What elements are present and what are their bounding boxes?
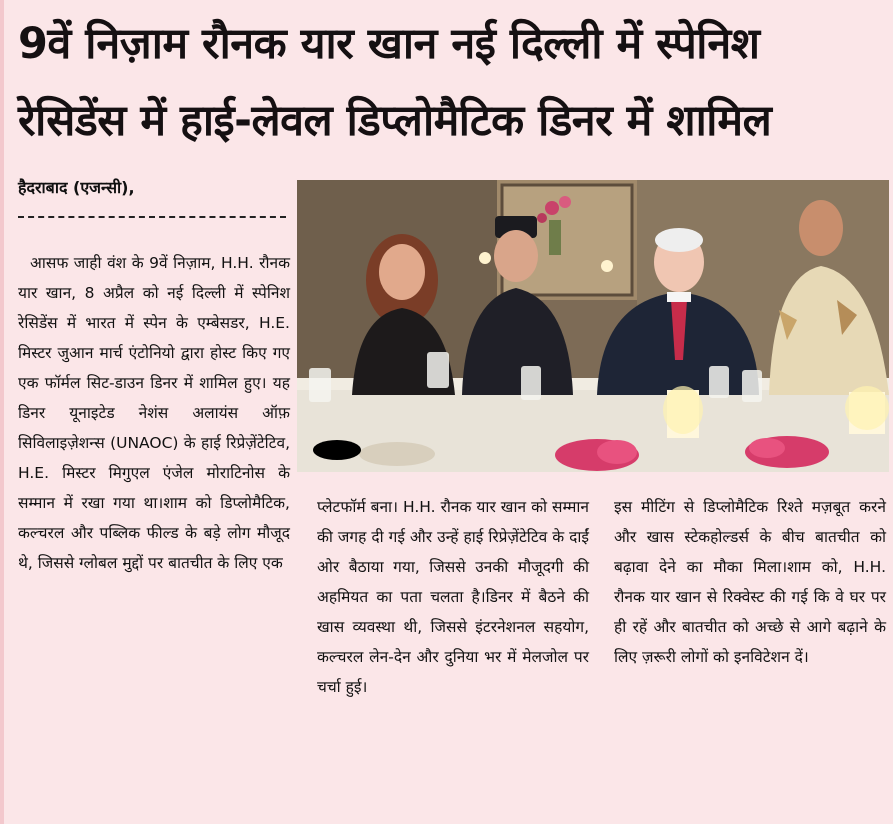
dashed-divider [18, 216, 286, 218]
dateline: हैदराबाद (एजन्सी), [18, 178, 135, 197]
column-3-text: इस मीटिंग से डिप्लोमैटिक रिश्ते मज़बूत करने और खास स्टेकहोल्डर्स के बीच बातचीत को बढ़ावा देने का मौका मिला।शाम को, H.H. रौनक यार खान से रिक्वेस्ट की गई कि वे घर पर ही रहें और बातचीत को अच्छे से आगे बढ़ाने के लिए ज़रूरी लोगों को इनविटेशन दें। [614, 498, 886, 666]
article-column-3 [614, 492, 886, 672]
headline-line-2: रेसिडेंस में हाई-लेवल डिप्लोमैटिक डिनर में शामिल [18, 96, 772, 146]
article-column-2 [317, 492, 589, 702]
article-column-1 [18, 248, 290, 578]
dinner-photo-illustration [297, 180, 889, 472]
column-2-text: प्लेटफॉर्म बना। H.H. रौनक यार खान को सम्मान की जगह दी गई और उन्हें हाई रिप्रेज़ेंटेटिव के दाईं ओर बैठाया गया, जिससे उनकी मौजूदगी की अहमियत का पता चलता है।डिनर में बैठने की खास व्यवस्था थी, जिससे इंटरनेशनल सहयोग, कल्चरल लेन-देन और दुनिया भर में मेलजोल पर चर्चा हुई। [317, 498, 589, 696]
headline-line-1: 9वें निज़ाम रौनक यार खान नई दिल्ली में स्पेनिश [18, 19, 760, 69]
dinner-photo [297, 180, 889, 472]
column-1-text: आसफ जाही वंश के 9वें निज़ाम, H.H. रौनक यार खान, 8 अप्रैल को नई दिल्ली में स्पेनिश रेसिडेंस में भारत में स्पेन के एम्बेसडर, H.E. मिस्टर जुआन मार्च एंटोनियो द्वारा होस्ट किए गए एक फॉर्मल सिट-डाउन डिनर में शामिल हुए। यह डिनर यूनाइटेड नेशंस अलायंस ऑफ़ सिविलाइज़ेशन्स (UNAOC) के हाई रिप्रेज़ेंटेटिव, H.E. मिस्टर मिगुएल एंजेल मोराटिनोस के सम्मान में रखा गया था।शाम को डिप्लोमैटिक, कल्चरल और पब्लिक फील्ड के बड़े लोग मौजूद थे, जिससे ग्लोबल मुद्दों पर बातचीत के लिए एक [18, 254, 290, 572]
